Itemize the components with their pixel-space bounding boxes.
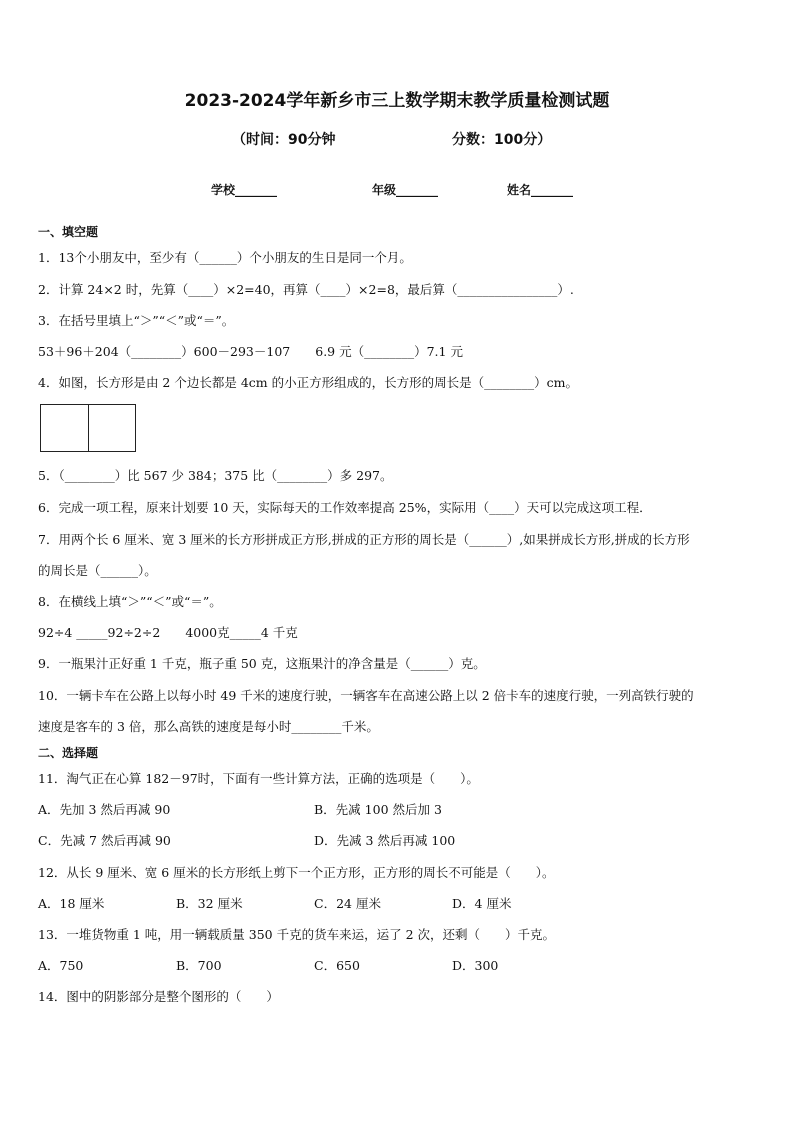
q12-option-b: B．32 厘米 bbox=[176, 896, 243, 911]
question-11: 11．淘气正在心算 182－97时，下面有一些计算方法，正确的选项是（ ）。 bbox=[38, 771, 479, 786]
exam-score: 分数：100分） bbox=[452, 132, 552, 148]
question-8-items: 92÷4 _____92÷2÷2 4000克_____4 千克 bbox=[38, 625, 298, 640]
question-9: 9．一瓶果汁正好重 1 千克，瓶子重 50 克，这瓶果汁的净含量是（______）克。 bbox=[38, 656, 486, 671]
grade-field: 年级_______ bbox=[372, 183, 439, 197]
question-7-cont: 的周长是（______）。 bbox=[38, 563, 157, 578]
q13-option-a: A．750 bbox=[38, 958, 84, 973]
question-4: 4．如图，长方形是由 2 个边长都是 4cm 的小正方形组成的，长方形的周长是（________）cm。 bbox=[38, 375, 578, 390]
question-12: 12．从长 9 厘米、宽 6 厘米的长方形纸上剪下一个正方形，正方形的周长不可能是（ ）。 bbox=[38, 865, 555, 880]
rectangle-figure bbox=[40, 404, 136, 452]
question-5: 5．（________）比 567 少 384；375 比（________）多 297。 bbox=[38, 468, 393, 483]
q13-option-c: C．650 bbox=[314, 958, 360, 973]
section-heading-choice: 二、选择题 bbox=[38, 746, 99, 760]
student-name-field: 姓名_______ bbox=[507, 183, 574, 197]
q12-option-a: A．18 厘米 bbox=[38, 896, 105, 911]
question-14: 14．图中的阴影部分是整个图形的（ ） bbox=[38, 989, 279, 1004]
exam-time: （时间：90分钟 bbox=[232, 132, 336, 148]
rectangle-divider bbox=[88, 405, 89, 451]
question-2: 2．计算 24×2 时，先算（____）×2=40，再算（____）×2=8，最后算（________________）. bbox=[38, 282, 574, 297]
question-7: 7．用两个长 6 厘米、宽 3 厘米的长方形拼成正方形,拼成的正方形的周长是（______）,如果拼成长方形,拼成的长方形 bbox=[38, 532, 690, 547]
q11-option-a: A．先加 3 然后再减 90 bbox=[38, 802, 171, 817]
question-10: 10．一辆卡车在公路上以每小时 49 千米的速度行驶，一辆客车在高速公路上以 2 倍卡车的速度行驶，一列高铁行驶的 bbox=[38, 688, 694, 703]
question-3: 3．在括号里填上“＞”“＜”或“＝”。 bbox=[38, 313, 235, 328]
q11-option-b: B．先减 100 然后加 3 bbox=[314, 802, 442, 817]
q12-option-c: C．24 厘米 bbox=[314, 896, 381, 911]
school-field: 学校_______ bbox=[211, 183, 278, 197]
q13-option-d: D．300 bbox=[452, 958, 499, 973]
section-heading-fill-in: 一、填空题 bbox=[38, 225, 99, 239]
q12-option-d: D．4 厘米 bbox=[452, 896, 512, 911]
q11-option-d: D．先减 3 然后再减 100 bbox=[314, 833, 456, 848]
question-6: 6．完成一项工程，原来计划要 10 天，实际每天的工作效率提高 25%，实际用（____）天可以完成这项工程． bbox=[38, 500, 652, 515]
question-10-cont: 速度是客车的 3 倍，那么高铁的速度是每小时________千米。 bbox=[38, 719, 379, 734]
question-3-items: 53＋96＋204（________）600－293－107 6.9 元（________）7.1 元 bbox=[38, 344, 463, 359]
q13-option-b: B．700 bbox=[176, 958, 222, 973]
question-1: 1．13个小朋友中，至少有（______）个小朋友的生日是同一个月。 bbox=[38, 250, 412, 265]
question-13: 13．一堆货物重 1 吨，用一辆载质量 350 千克的货车来运，运了 2 次，还剩（ ）千克。 bbox=[38, 927, 556, 942]
page-title: 2023-2024学年新乡市三上数学期末教学质量检测试题 bbox=[184, 91, 610, 111]
q11-option-c: C．先减 7 然后再减 90 bbox=[38, 833, 171, 848]
question-8: 8．在横线上填“＞”“＜”或“＝”。 bbox=[38, 594, 222, 609]
